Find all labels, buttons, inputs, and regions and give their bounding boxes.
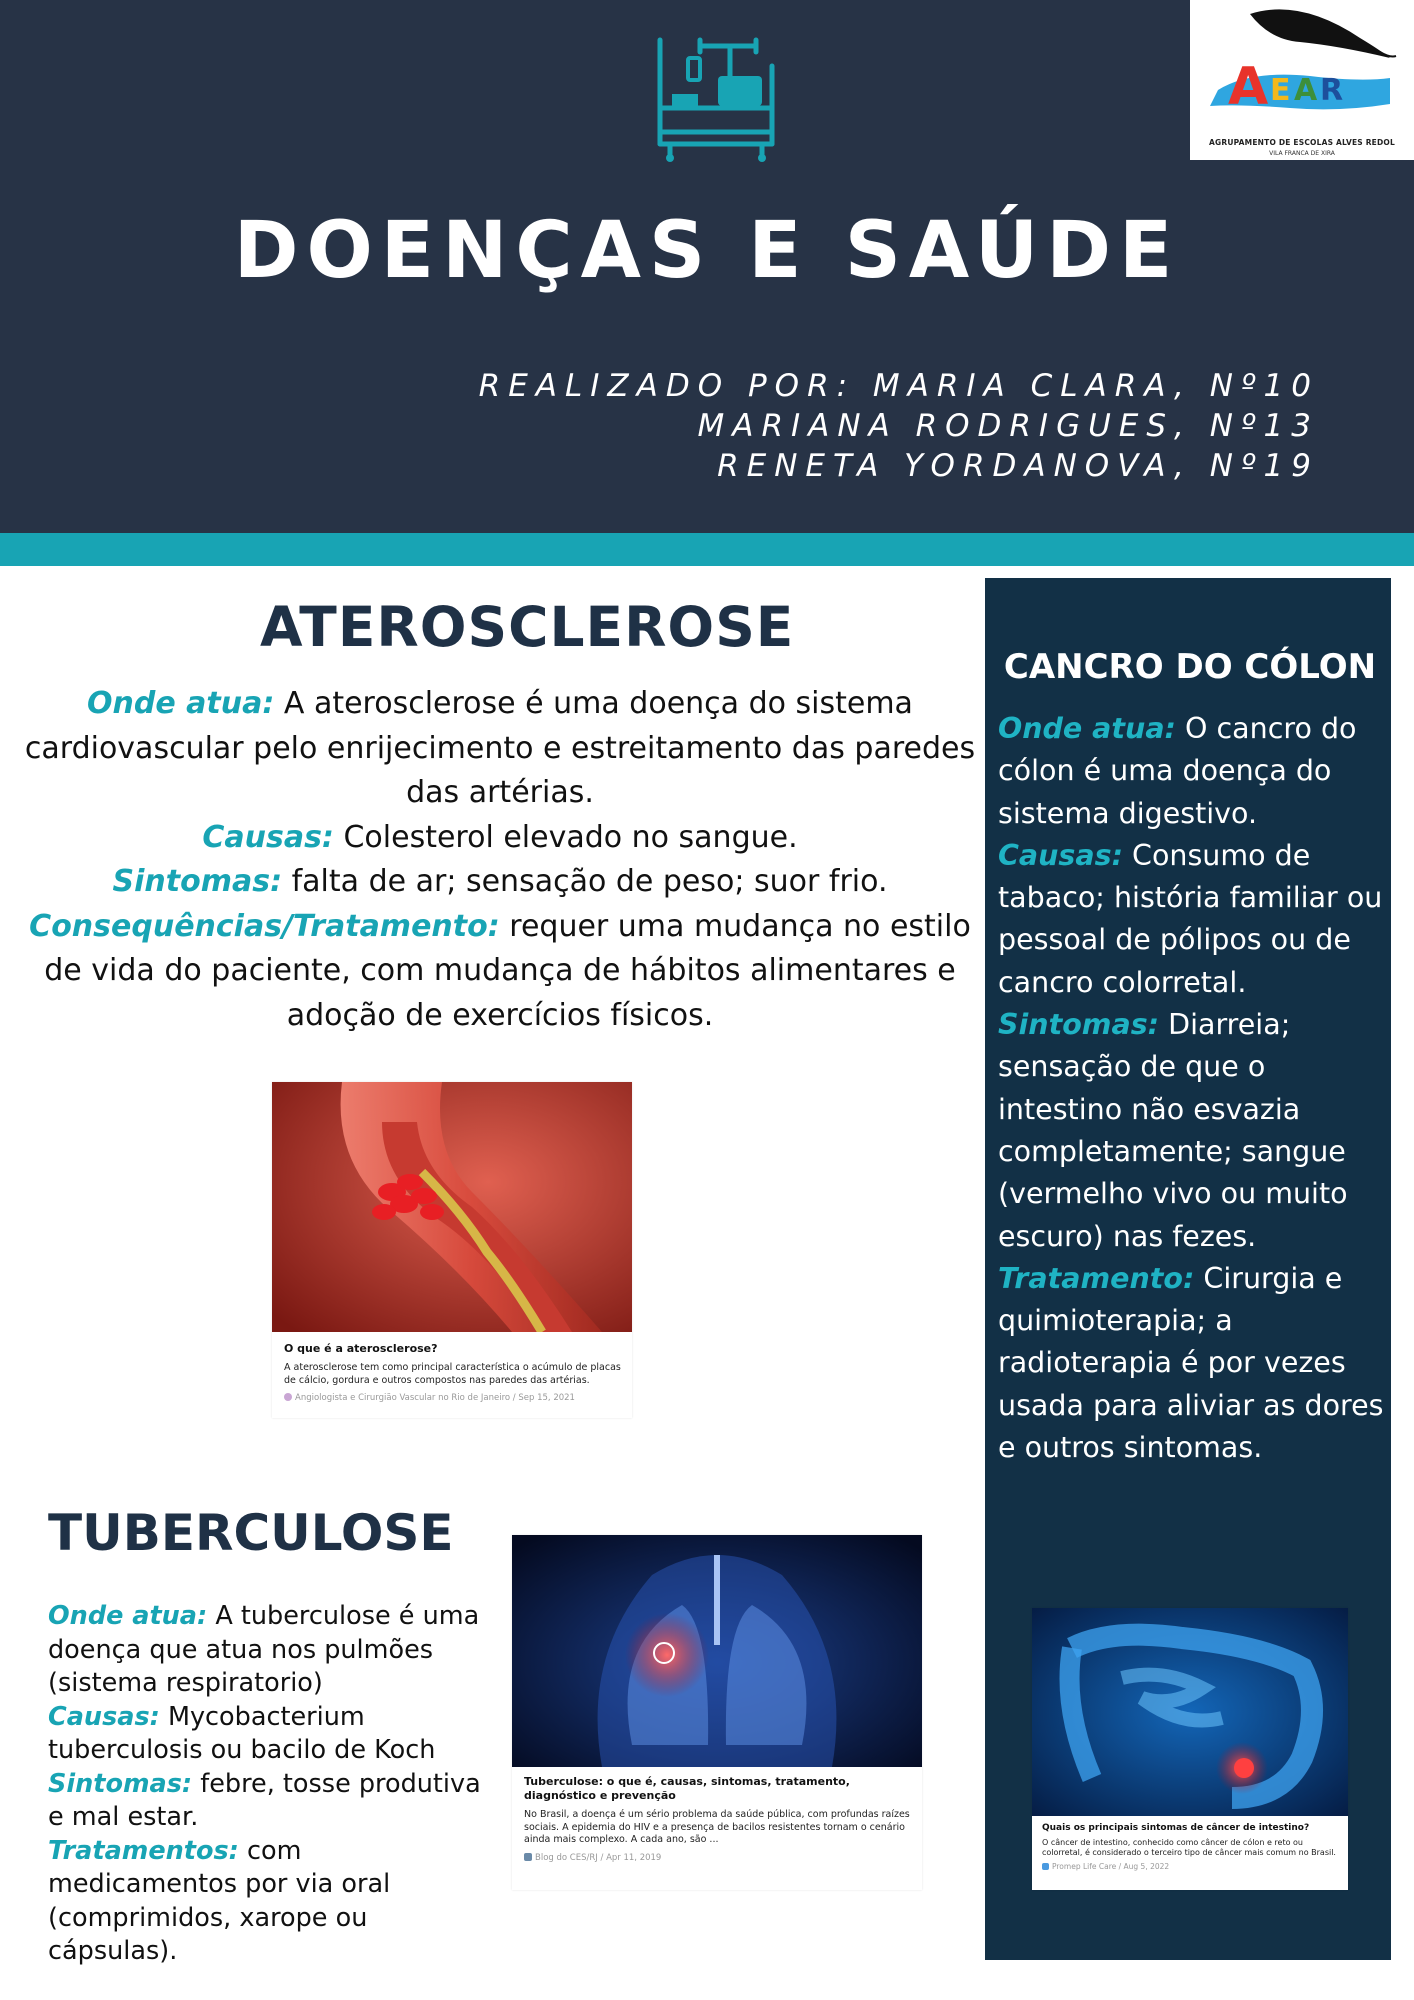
page-title: DOENÇAS E SAÚDE (233, 206, 1181, 296)
artery-caption-desc: A aterosclerose tem como principal característica o acúmulo de placas de cálcio, gordura e outros compostos nas paredes das artérias. (284, 1362, 621, 1386)
text-sintomas: Diarreia; sensação de que o intestino não esvazia completamente; sangue (vermelho vivo ou muito escuro) nas fezes. (998, 1008, 1348, 1253)
label-sintomas: Sintomas: (112, 864, 283, 899)
credits-block (479, 366, 1319, 486)
artery-image-card (272, 1082, 632, 1418)
label-onde-atua: Onde atua: (48, 1601, 208, 1631)
lungs-source: Blog do CES/RJ (535, 1852, 598, 1863)
artery-source: Angiologista e Cirurgião Vascular no Rio de Janeiro (295, 1393, 511, 1403)
cancro-text (998, 708, 1390, 1469)
hospital-bed-icon (650, 36, 780, 164)
label-sintomas: Sintomas: (48, 1768, 193, 1799)
text-causas: Colesterol elevado no sangue. (333, 819, 798, 855)
text-consequencias: requer uma mudança no estilo de vida do paciente, com mudança de hábitos alimentares e adoção de exercícios físicos. (44, 908, 971, 1033)
credit-line: RENETA YORDANOVA, Nº19 (717, 448, 1319, 484)
label-consequencias: Consequências/Tratamento: (29, 908, 500, 944)
lungs-caption (524, 1775, 912, 1863)
source-favicon-icon (1042, 1863, 1049, 1870)
lungs-caption-desc: No Brasil, a doença é um sério problema da saúde pública, com profundas raízes sociais. A epidemia do HIV e a presença de bacilos resistentes tornam o cenário ainda mais complexo. A cada ano, são ... (524, 1809, 910, 1845)
svg-text:E: E (1270, 73, 1291, 108)
lungs-illustration (512, 1535, 922, 1767)
artery-caption-source: Angiologista e Cirurgião Vascular no Rio de Janeiro / Sep 15, 2021 (284, 1393, 622, 1403)
tuberculose-text (48, 1600, 498, 1969)
text-causas: Mycobacterium tuberculosis ou bacilo de Koch (48, 1701, 436, 1765)
text-sintomas: febre, tosse produtiva e mal estar. (48, 1768, 481, 1832)
svg-text:A: A (1294, 73, 1318, 108)
text-sintomas: falta de ar; sensação de peso; suor frio. (282, 864, 888, 899)
aterosclerose-text (22, 682, 978, 1038)
svg-text:A: A (1228, 57, 1269, 117)
logo-graphic (1190, 0, 1414, 136)
lungs-date: Apr 11, 2019 (606, 1852, 662, 1863)
text-causas: Consumo de tabaco; história familiar ou pessoal de pólipos ou de cancro colorretal. (998, 838, 1383, 999)
lungs-caption-title: Tuberculose: o que é, causas, sintomas, tratamento, diagnóstico e prevenção (524, 1775, 850, 1802)
lungs-image-card (512, 1535, 922, 1890)
section-title-cancro: CANCRO DO CÓLON (1003, 647, 1377, 687)
source-favicon-icon (284, 1393, 292, 1401)
credit-line: MARIANA RODRIGUES, Nº13 (697, 408, 1319, 444)
text-tratamento: Cirurgia e quimioterapia; a radioterapia é por vezes usada para aliviar as dores e outros sintomas. (998, 1261, 1384, 1465)
colon-caption-source: Promep Life Care / Aug 5, 2022 (1042, 1862, 1338, 1871)
colon-caption-title: Quais os principais sintomas de câncer de intestino? (1042, 1823, 1310, 1833)
text-onde-atua: O cancro do cólon é uma doença do sistema digestivo. (998, 712, 1357, 830)
text-onde-atua: A tuberculose é uma doença que atua nos pulmões (sistema respiratorio) (48, 1601, 480, 1698)
logo-subtitle: AGRUPAMENTO DE ESCOLAS ALVES REDOL (1209, 138, 1395, 147)
label-causas: Causas: (48, 1701, 160, 1732)
text-tratamentos: com medicamentos por via oral (comprimidos, xarope ou cápsulas). (48, 1835, 391, 1966)
credit-line: REALIZADO POR: MARIA CLARA, Nº10 (478, 368, 1319, 404)
section-title-aterosclerose: ATEROSCLEROSE (260, 595, 795, 659)
svg-text:R: R (1320, 73, 1344, 108)
artery-caption-title: O que é a aterosclerose? (284, 1342, 438, 1355)
artery-date: Sep 15, 2021 (518, 1393, 575, 1403)
colon-date: Aug 5, 2022 (1123, 1862, 1170, 1871)
label-causas: Causas: (998, 838, 1123, 872)
label-onde-atua: Onde atua: (87, 686, 275, 721)
text-onde-atua: A aterosclerose é uma doença do sistema cardiovascular pelo enrijecimento e estreitamento das paredes das artérias. (24, 686, 976, 810)
lungs-caption-source: Blog do CES/RJ / Apr 11, 2019 (524, 1853, 912, 1863)
label-tratamento: Tratamento: (998, 1261, 1195, 1295)
artery-caption (284, 1342, 622, 1403)
label-tratamentos: Tratamentos: (48, 1835, 239, 1866)
source-favicon-icon (524, 1853, 532, 1861)
label-sintomas: Sintomas: (998, 1008, 1160, 1042)
artery-illustration (272, 1082, 632, 1332)
label-causas: Causas: (202, 819, 334, 855)
colon-image-card (1032, 1608, 1348, 1890)
section-title-tuberculose: TUBERCULOSE (48, 1504, 454, 1562)
colon-caption (1042, 1822, 1338, 1871)
logo-location: VILA FRANCA DE XIRA (1269, 150, 1335, 157)
label-onde-atua: Onde atua: (998, 712, 1176, 745)
accent-stripe (0, 533, 1414, 566)
colon-caption-desc: O câncer de intestino, conhecido como câncer de cólon e reto ou colorretal, é considerado o terceiro tipo de câncer mais comum no Brasil. (1042, 1838, 1336, 1857)
colon-source: Promep Life Care (1052, 1862, 1117, 1871)
school-logo (1190, 0, 1414, 160)
colon-illustration (1032, 1608, 1348, 1816)
